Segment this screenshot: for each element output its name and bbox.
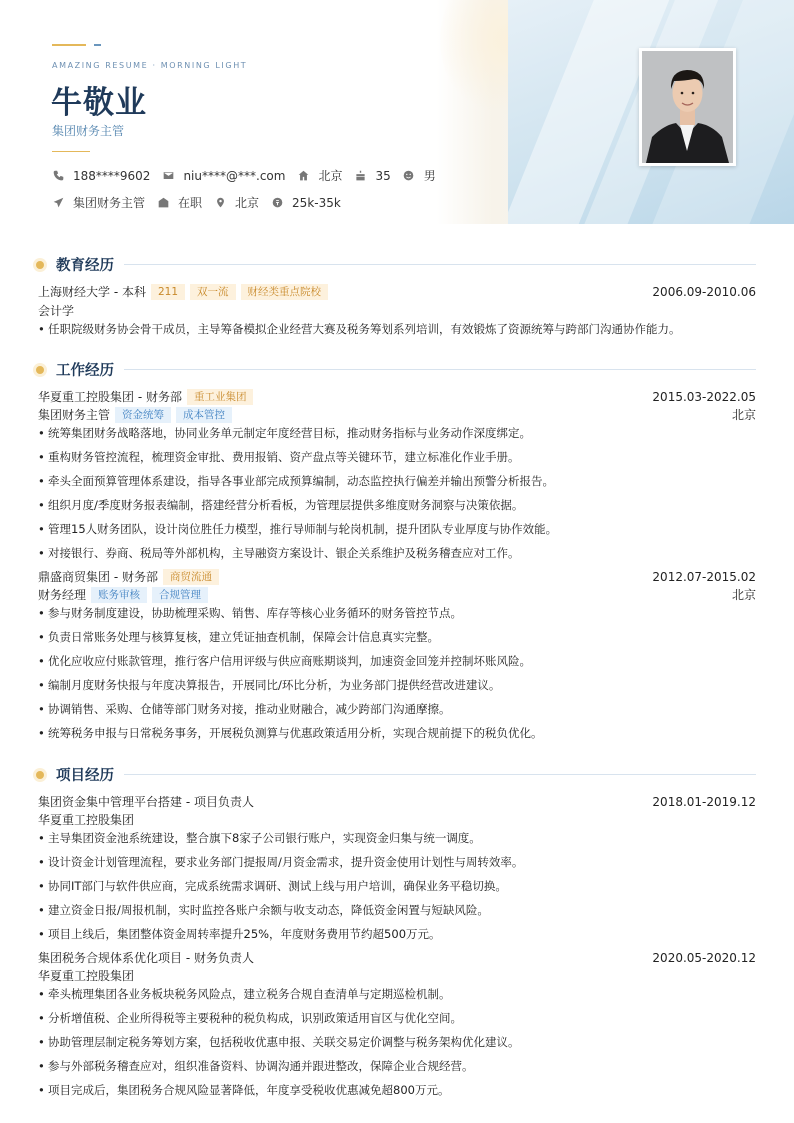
project-org: 华夏重工控股集团 bbox=[38, 813, 135, 827]
company-tag: 商贸流通 bbox=[163, 569, 219, 585]
list-item: • 参与财务制度建设，协助梳理采购、销售、库存等核心业务循环的财务管控节点。 bbox=[38, 606, 462, 620]
list-item: • 编制月度财务快报与年度决算报告，开展同比/环比分析，为业务部门提供经营改进建议。 bbox=[38, 678, 501, 692]
list-item: • 重构财务管控流程，梳理资金审批、费用报销、资产盘点等关键环节，建立标准化作业手册。 bbox=[38, 450, 520, 464]
profile-photo bbox=[639, 48, 736, 166]
project-name: 集团资金集中管理平台搭建 - 项目负责人 bbox=[38, 795, 254, 809]
project-date: 2020.05-2020.12 bbox=[652, 950, 756, 965]
project-date: 2018.01-2019.12 bbox=[652, 794, 756, 809]
job-role-row bbox=[38, 406, 756, 423]
education-date: 2006.09-2010.06 bbox=[652, 284, 756, 299]
project-header bbox=[38, 793, 756, 810]
list-item: • 主导集团资金池系统建设，整合旗下8家子公司银行账户，实现资金归集与统一调度。 bbox=[38, 831, 481, 845]
list-item: • 项目完成后，集团税务合规风险显著降低，年度享受税收优惠减免超800万元。 bbox=[38, 1083, 450, 1097]
school-tag: 211 bbox=[151, 284, 185, 300]
company-name: 华夏重工控股集团 - 财务部 bbox=[38, 390, 182, 404]
section-rule bbox=[124, 264, 756, 265]
city-item bbox=[297, 167, 342, 184]
location-pin-icon bbox=[214, 197, 226, 209]
company-tag: 重工业集团 bbox=[187, 389, 254, 405]
projects-section-header bbox=[34, 764, 756, 785]
section-dot bbox=[36, 366, 44, 374]
age-item bbox=[354, 169, 390, 183]
resume-header bbox=[0, 0, 794, 224]
list-item: • 牵头梳理集团各业务板块税务风险点，建立税务合规自查清单与定期巡检机制。 bbox=[38, 987, 451, 1001]
project-name: 集团税务合规体系优化项目 - 财务负责人 bbox=[38, 951, 254, 965]
school-tag: 双一流 bbox=[190, 284, 236, 300]
section-dot bbox=[36, 261, 44, 269]
job-role: 财务经理 bbox=[38, 588, 87, 602]
job-role-row bbox=[38, 586, 756, 603]
section-title: 教育经历 bbox=[56, 258, 114, 274]
gender-item bbox=[403, 167, 436, 184]
face-icon bbox=[403, 170, 415, 182]
section-dot bbox=[36, 771, 44, 779]
home-icon bbox=[297, 170, 309, 182]
status-text: 在职 bbox=[178, 196, 203, 210]
mail-icon bbox=[162, 170, 174, 182]
company-name: 鼎盛商贸集团 - 财务部 bbox=[38, 570, 158, 584]
phone-item bbox=[52, 169, 150, 183]
target-job-item bbox=[52, 194, 145, 211]
gender-text: 男 bbox=[423, 169, 436, 183]
age-text: 35 bbox=[375, 168, 391, 183]
section-title: 项目经历 bbox=[56, 768, 114, 784]
job-title: 集团财务主管 bbox=[52, 124, 125, 138]
education-row bbox=[38, 283, 756, 300]
divider bbox=[52, 151, 90, 152]
school-name: 上海财经大学 - 本科 bbox=[38, 285, 146, 299]
email-text: niu****@***.com bbox=[183, 168, 286, 183]
role-tag: 账务审核 bbox=[91, 587, 147, 603]
job-header bbox=[38, 388, 756, 405]
list-item: • 优化应收应付账款管理，推行客户信用评级与供应商账期谈判，加速资金回笼并控制坏账风险。 bbox=[38, 654, 531, 668]
project-header bbox=[38, 949, 756, 966]
list-item: • 协助管理层制定税务筹划方案，包括税收优惠申报、关联交易定价调整与税务架构优化建议。 bbox=[38, 1035, 520, 1049]
list-item: • 分析增值税、企业所得税等主要税种的税负构成，识别政策适用盲区与优化空间。 bbox=[38, 1011, 462, 1025]
list-item: • 建立资金日报/周报机制，实时监控各账户余额与收支动态，降低资金闲置与短缺风险。 bbox=[38, 903, 489, 917]
list-item: • 协同IT部门与软件供应商，完成系统需求调研、测试上线与用户培训，确保业务平稳切换。 bbox=[38, 879, 507, 893]
role-tag: 成本管控 bbox=[176, 407, 232, 423]
list-item: • 组织月度/季度财务报表编制，搭建经营分析看板，为管理层提供多维度财务洞察与决策依据。 bbox=[38, 498, 524, 512]
list-item: • 管理15人财务团队，设计岗位胜任力模型，推行导师制与轮岗机制，提升团队专业厚度与协作效能。 bbox=[38, 522, 558, 536]
city-text: 北京 bbox=[318, 169, 343, 183]
job-city: 北京 bbox=[731, 588, 756, 602]
major-row bbox=[38, 302, 756, 319]
status-item bbox=[157, 194, 202, 211]
section-rule bbox=[124, 369, 756, 370]
send-icon bbox=[52, 197, 64, 209]
list-item: • 参与外部税务稽查应对，组织准备资料、协调沟通并跟进整改，保障企业合规经营。 bbox=[38, 1059, 474, 1073]
role-tag: 资金统筹 bbox=[115, 407, 171, 423]
project-org: 华夏重工控股集团 bbox=[38, 969, 135, 983]
job-date: 2012.07-2015.02 bbox=[652, 569, 756, 584]
school-tag: 财经类重点院校 bbox=[241, 284, 329, 300]
section-rule bbox=[124, 774, 756, 775]
list-item: • 协调销售、采购、仓储等部门财务对接，推动业财融合，减少跨部门沟通摩擦。 bbox=[38, 702, 451, 716]
job-city: 北京 bbox=[731, 408, 756, 422]
section-title: 工作经历 bbox=[56, 363, 114, 379]
money-icon bbox=[271, 197, 283, 209]
project-org-row bbox=[38, 811, 756, 828]
intent-row bbox=[52, 194, 353, 211]
target-job-text: 集团财务主管 bbox=[73, 196, 146, 210]
contact-row bbox=[52, 167, 448, 184]
list-item: • 统筹税务申报与日常税务事务，开展税负测算与优惠政策适用分析，实现合规前提下的税负优化。 bbox=[38, 726, 543, 740]
job-header bbox=[38, 568, 756, 585]
salary-text: 25k-35k bbox=[292, 195, 341, 210]
education-section-header bbox=[34, 254, 756, 275]
target-city-item bbox=[214, 194, 259, 211]
job-date: 2015.03-2022.05 bbox=[652, 389, 756, 404]
tagline: AMAZING RESUME · MORNING LIGHT bbox=[52, 61, 248, 70]
list-item: • 设计资金计划管理流程，要求业务部门提报周/月资金需求，提升资金使用计划性与周转效率。 bbox=[38, 855, 524, 869]
list-item: • 任职院级财务协会骨干成员，主导筹备模拟企业经营大赛及税务筹划系列培训，有效锻炼了资源统筹与跨部门沟通协作能力。 bbox=[38, 322, 681, 336]
job-role: 集团财务主管 bbox=[38, 408, 111, 422]
list-item: • 负责日常账务处理与核算复核，建立凭证抽查机制，保障会计信息真实完整。 bbox=[38, 630, 439, 644]
email-item bbox=[162, 169, 285, 183]
phone-icon bbox=[52, 170, 64, 182]
target-city-text: 北京 bbox=[235, 196, 260, 210]
mail-open-icon bbox=[157, 197, 169, 209]
role-tag: 合规管理 bbox=[152, 587, 208, 603]
accent-lines bbox=[52, 34, 101, 53]
major: 会计学 bbox=[38, 304, 75, 318]
list-item: • 对接银行、券商、税局等外部机构，主导融资方案设计、银企关系维护及税务稽查应对工作。 bbox=[38, 546, 520, 560]
list-item: • 项目上线后，集团整体资金周转率提升25%，年度财务费用节约超500万元。 bbox=[38, 927, 441, 941]
project-org-row bbox=[38, 967, 756, 984]
work-section-header bbox=[34, 359, 756, 380]
list-item: • 统筹集团财务战略落地，协同业务单元制定年度经营目标，推动财务指标与业务动作深度绑定。 bbox=[38, 426, 531, 440]
list-item: • 牵头全面预算管理体系建设，指导各事业部完成预算编制，动态监控执行偏差并输出预警分析报告。 bbox=[38, 474, 554, 488]
candidate-name: 牛敬业 bbox=[51, 85, 147, 121]
cake-icon bbox=[354, 170, 366, 182]
phone-text: 188****9602 bbox=[73, 168, 151, 183]
salary-item bbox=[271, 196, 341, 210]
